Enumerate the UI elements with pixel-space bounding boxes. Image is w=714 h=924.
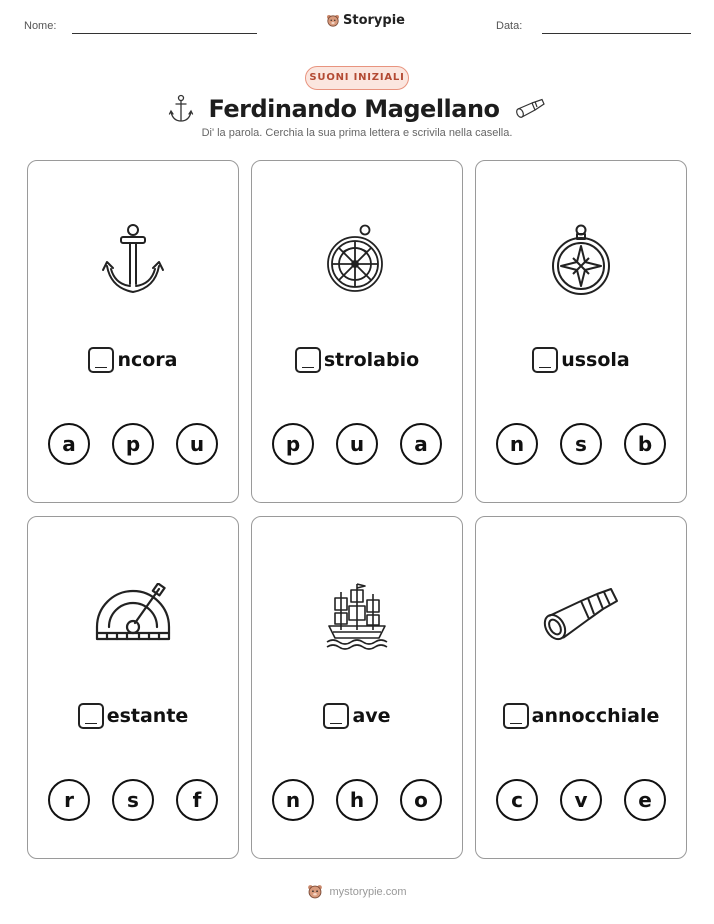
- date-label: Data:: [496, 20, 523, 32]
- worksheet-header: [0, 0, 714, 50]
- anchor-icon: [101, 222, 165, 296]
- name-line[interactable]: [72, 33, 257, 34]
- instructions: Di' la parola. Cerchia la sua prima lettera e scrivila nella casella.: [201, 127, 513, 139]
- footer-url[interactable]: mystorypie.com: [329, 886, 407, 898]
- letter-choice[interactable]: p: [112, 423, 154, 465]
- word-card: [251, 516, 463, 859]
- compass-icon: [549, 222, 613, 296]
- letter-choice[interactable]: e: [624, 779, 666, 821]
- letter-choices: [28, 779, 238, 821]
- letter-choices: [252, 423, 462, 465]
- word-text: estante: [106, 705, 189, 727]
- bear-icon: [326, 14, 340, 28]
- word-card: [251, 160, 463, 503]
- letter-choice[interactable]: n: [272, 779, 314, 821]
- letter-choice[interactable]: u: [336, 423, 378, 465]
- letter-choices: [28, 423, 238, 465]
- word-text: ncora: [117, 349, 178, 371]
- footer: [0, 884, 714, 900]
- word-card: [475, 516, 687, 859]
- answer-box[interactable]: [532, 347, 558, 373]
- answer-box[interactable]: [503, 703, 529, 729]
- letter-choices: [476, 423, 686, 465]
- letter-choice[interactable]: n: [496, 423, 538, 465]
- word-row: [28, 703, 238, 729]
- letter-choices: [476, 779, 686, 821]
- card-image: [28, 575, 238, 655]
- letter-choice[interactable]: v: [560, 779, 602, 821]
- letter-choice[interactable]: s: [112, 779, 154, 821]
- word-row: [252, 703, 462, 729]
- sextant-icon: [93, 583, 173, 647]
- word-card: [27, 160, 239, 503]
- letter-choice[interactable]: f: [176, 779, 218, 821]
- word-card: [475, 160, 687, 503]
- answer-box[interactable]: [78, 703, 104, 729]
- card-image: [28, 219, 238, 299]
- brand-name: Storypie: [343, 13, 405, 28]
- word-row: [476, 347, 686, 373]
- telescope-icon: [514, 98, 546, 120]
- word-card: [27, 516, 239, 859]
- card-image: [252, 575, 462, 655]
- answer-box[interactable]: [323, 703, 349, 729]
- letter-choices: [252, 779, 462, 821]
- word-row: [28, 347, 238, 373]
- anchor-icon: [168, 94, 194, 124]
- answer-box[interactable]: [88, 347, 114, 373]
- letter-choice[interactable]: a: [48, 423, 90, 465]
- word-text: annocchiale: [531, 705, 660, 727]
- answer-box[interactable]: [295, 347, 321, 373]
- letter-choice[interactable]: h: [336, 779, 378, 821]
- ship-icon: [325, 580, 389, 650]
- letter-choice[interactable]: p: [272, 423, 314, 465]
- letter-choice[interactable]: a: [400, 423, 442, 465]
- card-image: [476, 575, 686, 655]
- card-image: [252, 219, 462, 299]
- astrolabe-icon: [325, 222, 389, 296]
- word-text: strolabio: [323, 349, 420, 371]
- card-image: [476, 219, 686, 299]
- letter-choice[interactable]: c: [496, 779, 538, 821]
- page-title: Ferdinando Magellano: [208, 95, 500, 123]
- word-row: [476, 703, 686, 729]
- word-text: ave: [352, 705, 391, 727]
- word-text: ussola: [561, 349, 630, 371]
- title-row: [0, 92, 714, 126]
- bear-icon: [307, 884, 323, 900]
- name-label: Nome:: [24, 20, 57, 32]
- letter-choice[interactable]: o: [400, 779, 442, 821]
- letter-choice[interactable]: r: [48, 779, 90, 821]
- word-row: [252, 347, 462, 373]
- letter-choice[interactable]: s: [560, 423, 602, 465]
- date-line[interactable]: [542, 33, 691, 34]
- letter-choice[interactable]: u: [176, 423, 218, 465]
- brand-logo: [326, 13, 405, 28]
- telescope-icon: [541, 585, 621, 645]
- category-badge: SUONI INIZIALI: [305, 66, 409, 90]
- letter-choice[interactable]: b: [624, 423, 666, 465]
